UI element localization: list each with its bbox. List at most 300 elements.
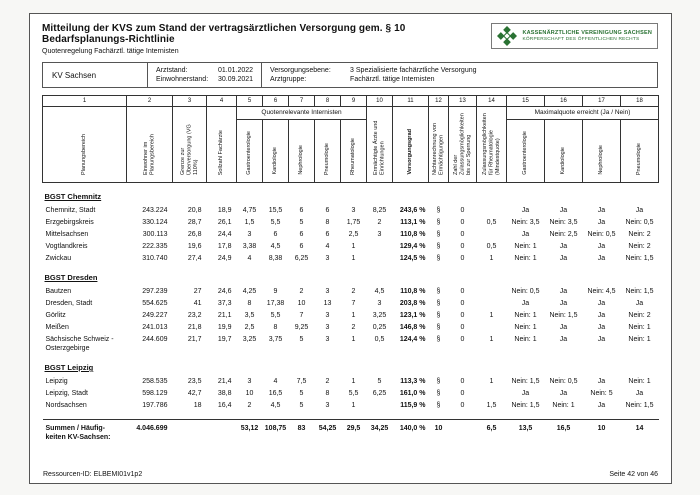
row-cell-col8: 6 [325, 207, 330, 214]
row-cell-col8: 8 [325, 219, 330, 226]
column-number: 12 [429, 96, 449, 107]
row-cell-col8: 2 [325, 378, 330, 385]
row-cell-col12: § [436, 300, 441, 307]
row-cell-col6: 6 [273, 231, 278, 238]
row-cell-col4: 19,9 [217, 324, 232, 331]
row-cell-col13: 0 [460, 324, 465, 331]
row-cell-col8: 3 [325, 402, 330, 409]
row-cell-col5: 3 [247, 378, 252, 385]
row-cell-col15: Ja [521, 300, 530, 307]
row-cell-col18: Nein: 1,5 [625, 402, 654, 409]
header-zulassungsmoeglichkeiten-label: Zahl der Zulassungsmöglichkeiten bis zur Sperrung [452, 113, 472, 175]
row-cell-col9: 2,5 [348, 231, 359, 238]
row-cell-col6: 15,5 [268, 207, 283, 214]
column-number: 5 [237, 96, 263, 107]
row-cell-col6: 4 [273, 378, 278, 385]
row-cell-col18: Ja [635, 390, 644, 397]
row-cell-col12: § [436, 243, 441, 250]
row-cell-col14: 1 [489, 312, 494, 319]
row-cell-col1: Erzgebirgskreis [45, 219, 94, 226]
sum-cell-col9: 29,5 [346, 424, 361, 432]
header-einwohner-label: Einwohner im Planungsbereich [143, 134, 156, 175]
row-cell-col11: 124,4 % [399, 336, 426, 343]
header-rheumatologie [341, 120, 367, 183]
row-cell-col3: 21,7 [187, 336, 202, 343]
group-row [43, 183, 659, 205]
row-cell-col3: 23,2 [187, 312, 202, 319]
row-cell-col7: 10 [297, 300, 306, 307]
row-cell-col10: 2 [377, 219, 382, 226]
row-cell-col8: 4 [325, 243, 330, 250]
page-subtitle: Quotenregelung Fachärztl. tätige Internisten [42, 48, 179, 55]
row-cell-col4: 38,8 [217, 390, 232, 397]
row-cell-col16: Ja [559, 324, 568, 331]
row-cell-col5: 4,75 [242, 207, 257, 214]
row-cell-col12: § [436, 255, 441, 262]
row-cell-col16: Ja [559, 390, 568, 397]
header-sollzahl-label: Sollzahl Fachärzte [218, 129, 225, 175]
row-cell-col5: 8 [247, 300, 252, 307]
row-cell-col17: Ja [597, 312, 606, 319]
group-row [43, 354, 659, 375]
row-cell-col13: 0 [460, 243, 465, 250]
row-cell-col1: Zwickau [45, 255, 72, 262]
row-cell-col16: Nein: 1,5 [549, 312, 578, 319]
column-number: 3 [173, 96, 207, 107]
row-cell-col15: Ja [521, 390, 530, 397]
row-cell-col9: 1,75 [346, 219, 361, 226]
row-cell-col17: Nein: 4,5 [587, 288, 616, 295]
arztgruppe-label: Arztgruppe: [270, 76, 307, 83]
column-number: 18 [621, 96, 659, 107]
row-cell-col8: 3 [325, 324, 330, 331]
row-cell-col8: 6 [325, 231, 330, 238]
row-cell-col1: Nordsachsen [45, 402, 87, 409]
sum-cell-col18: 14 [635, 424, 644, 432]
row-cell-col15: Nein: 3,5 [511, 219, 540, 226]
row-cell-col3: 18 [193, 402, 202, 409]
column-number: 10 [367, 96, 393, 107]
row-cell-col16: Ja [559, 300, 568, 307]
row-cell-col6: 3,75 [268, 336, 283, 343]
document-page [29, 13, 672, 484]
row-cell-col4: 26,1 [217, 219, 232, 226]
row-cell-col7: 7 [299, 312, 304, 319]
row-cell-col10: 8,25 [372, 207, 387, 214]
table-row [43, 204, 659, 216]
row-cell-col14: 1 [489, 336, 494, 343]
row-cell-col15: Nein: 0,5 [511, 288, 540, 295]
row-cell-col12: § [436, 312, 441, 319]
row-cell-col14 [477, 204, 507, 216]
row-cell-col12: § [436, 336, 441, 343]
row-cell-col14 [477, 387, 507, 399]
header-max-kardiologie-label: Kardiologie [560, 147, 567, 175]
row-cell-col11: 243,6 % [399, 207, 426, 214]
table-row [43, 297, 659, 309]
row-cell-col14 [477, 285, 507, 297]
header-planungsbereich-label: Planungsbereich [81, 134, 88, 175]
header-sollzahl [207, 107, 237, 183]
column-number: 8 [315, 96, 341, 107]
row-cell-col11: 146,8 % [399, 324, 426, 331]
row-cell-col9: 5,5 [348, 390, 359, 397]
arztgruppe-row [270, 75, 649, 84]
planning-table [42, 95, 659, 443]
header-pneumologie-label: Pneumologie [324, 142, 331, 175]
row-cell-col18: Nein: 1 [628, 324, 651, 331]
row-cell-col18: Nein: 0,5 [625, 219, 654, 226]
sum-cell-col1: Summen / Häufig-keiten KV-Sachsen: [45, 424, 111, 441]
row-cell-col5: 4 [247, 255, 252, 262]
row-cell-col14: 1 [489, 378, 494, 385]
row-cell-col18: Ja [635, 207, 644, 214]
row-cell-col17: Ja [597, 207, 606, 214]
row-cell-col3: 41 [193, 300, 202, 307]
ebene-cell [261, 63, 657, 87]
row-cell-col9: 1 [351, 312, 356, 319]
row-cell-col7: 7,5 [296, 378, 307, 385]
sum-cell-col16: 16,5 [556, 424, 571, 432]
header-ermaechtigte [367, 107, 393, 183]
row-cell-col12: § [436, 390, 441, 397]
row-cell-col17: Ja [597, 219, 606, 226]
table-row [43, 285, 659, 297]
header-nephrologie-label: Nephrologie [298, 145, 305, 175]
group-row [43, 264, 659, 285]
row-cell-col11: 124,5 % [399, 255, 426, 262]
row-cell-col17: Ja [597, 336, 606, 343]
header-max-pneumologie [621, 120, 659, 183]
column-number: 9 [341, 96, 367, 107]
row-cell-col5: 3,38 [242, 243, 257, 250]
sum-cell-col8: 54,25 [318, 424, 337, 432]
table-row [43, 252, 659, 264]
row-cell-col11: 123,1 % [399, 312, 426, 319]
document-header [42, 23, 659, 55]
row-cell-col7: 6,25 [294, 255, 309, 262]
header-rheumatologie-label: Rheumatologie [350, 138, 357, 175]
row-cell-col8: 8 [325, 390, 330, 397]
row-cell-col12: § [436, 288, 441, 295]
row-cell-col12: § [436, 402, 441, 409]
row-cell-col5: 3 [247, 231, 252, 238]
group-label: BGST Dresden [44, 273, 98, 282]
row-cell-col2: 310.740 [142, 255, 168, 262]
row-cell-col9: 2 [351, 324, 356, 331]
title-block [42, 23, 491, 55]
row-cell-col15: Ja [521, 207, 530, 214]
row-cell-col7: 5 [299, 390, 304, 397]
row-cell-col17: Ja [597, 300, 606, 307]
row-cell-col4: 21,1 [217, 312, 232, 319]
row-cell-col4: 19,7 [217, 336, 232, 343]
row-cell-col13: 0 [460, 312, 465, 319]
row-cell-col11: 110,8 % [400, 231, 426, 238]
row-cell-col13: 0 [460, 336, 465, 343]
resource-id: Ressourcen-ID: ELBEMI01v1p2 [43, 471, 143, 478]
row-cell-col2: 297.239 [142, 288, 168, 295]
table-row [43, 399, 659, 411]
row-cell-col14 [477, 321, 507, 333]
row-cell-col9: 1 [351, 255, 356, 262]
sum-cell-col13 [449, 419, 477, 443]
table-row [43, 387, 659, 399]
row-cell-col13: 0 [460, 231, 465, 238]
row-cell-col18: Ja [635, 300, 644, 307]
sum-cell-col14: 6,5 [486, 424, 497, 432]
row-cell-col6: 16,5 [268, 390, 283, 397]
row-cell-col9: 1 [351, 378, 356, 385]
page-number: Seite 42 von 46 [609, 471, 658, 478]
row-cell-col6: 9 [273, 288, 278, 295]
row-cell-col5: 2,5 [244, 324, 255, 331]
kvs-logo-line2: KÖRPERSCHAFT DES ÖFFENTLICHEN RECHTS [522, 37, 640, 42]
header-grenze-ueberversorgung [173, 107, 207, 183]
column-number: 16 [545, 96, 583, 107]
header-zulassungsmoeglichkeiten [449, 107, 477, 183]
column-number: 14 [477, 96, 507, 107]
row-cell-col15: Ja [521, 231, 530, 238]
row-cell-col10: 3 [377, 231, 382, 238]
row-cell-col3: 28,7 [187, 219, 202, 226]
column-number: 1 [43, 96, 127, 107]
row-cell-col1: Leipzig, Stadt [45, 390, 88, 397]
row-cell-col16: Nein: 0,5 [549, 378, 578, 385]
row-cell-col16: Nein: 2,5 [549, 231, 578, 238]
row-cell-col10: 4,5 [374, 288, 385, 295]
info-box [42, 62, 658, 88]
header-max-nephrologie-label: Nephrologie [598, 145, 605, 175]
sum-cell-col6: 108,75 [264, 424, 287, 432]
column-number: 7 [289, 96, 315, 107]
row-cell-col16: Nein: 3,5 [549, 219, 578, 226]
row-cell-col9: 1 [351, 336, 356, 343]
column-number: 15 [507, 96, 545, 107]
row-cell-col11: 161,0 % [399, 390, 426, 397]
sum-cell-col12: 10 [434, 424, 443, 432]
row-cell-col16: Ja [559, 336, 568, 343]
header-grenze-label: Grenze zur Überversorgung (VG 110%) [179, 124, 199, 175]
row-cell-col1: Meißen [45, 324, 69, 331]
arztgruppe-value: Fachärztl. tätige Internisten [350, 76, 435, 83]
row-cell-col8: 13 [323, 300, 332, 307]
header-versorgungsgrad-label: Versorgungsgrad [407, 129, 414, 175]
row-cell-col8: 3 [325, 255, 330, 262]
table-row [43, 240, 659, 252]
row-cell-col4: 24,6 [217, 288, 232, 295]
row-cell-col6: 8,38 [268, 255, 283, 262]
row-cell-col4: 18,9 [217, 207, 232, 214]
table-row [43, 309, 659, 321]
kvs-diamond-icon [497, 26, 517, 46]
row-cell-col1: Leipzig [45, 378, 68, 385]
row-cell-col7: 6 [299, 207, 304, 214]
row-cell-col18: Nein: 2 [628, 231, 651, 238]
row-cell-col17: Nein: 0,5 [587, 231, 616, 238]
header-rheuma-mindestquote [477, 107, 507, 183]
row-cell-col9: 7 [351, 300, 356, 307]
header-gastroenterologie-label: Gastroenterologie [246, 131, 253, 175]
row-cell-col16: Ja [559, 243, 568, 250]
row-cell-col4: 16,4 [217, 402, 232, 409]
row-cell-col2: 243.224 [142, 207, 168, 214]
row-cell-col1: Bautzen [45, 288, 72, 295]
group-label: BGST Chemnitz [44, 192, 102, 201]
sum-cell-col15: 13,5 [518, 424, 533, 432]
stand-cell [147, 63, 261, 87]
row-cell-col9: 1 [351, 243, 356, 250]
row-cell-col13: 0 [460, 207, 465, 214]
row-cell-col15: Nein: 1 [514, 243, 537, 250]
header-max-gastroenterologie-label: Gastroenterologie [522, 131, 529, 175]
sum-divider [43, 411, 659, 419]
row-cell-col7: 6 [299, 231, 304, 238]
row-cell-col9: 1 [351, 402, 356, 409]
header-versorgungsgrad [393, 107, 429, 183]
row-cell-col3: 20,8 [187, 207, 202, 214]
page-title: Mitteilung der KVS zum Stand der vertragsärztlichen Versorgung gem. § 10 Bedarfsplanungs-Richtlinie [42, 23, 406, 45]
row-cell-col4: 24,9 [217, 255, 232, 262]
row-cell-col10: 3 [377, 300, 382, 307]
row-cell-col18: Nein: 1 [628, 378, 651, 385]
sum-cell-col5: 53,12 [240, 424, 259, 432]
kvs-logo [491, 23, 658, 49]
column-number: 17 [583, 96, 621, 107]
row-cell-col14 [477, 228, 507, 240]
row-cell-col6: 4,5 [270, 402, 281, 409]
row-cell-col5: 3,25 [242, 336, 257, 343]
header-pneumologie [315, 120, 341, 183]
row-cell-col10: 6,25 [372, 390, 387, 397]
row-cell-col10 [367, 399, 393, 411]
row-cell-col3: 21,8 [187, 324, 202, 331]
header-planungsbereich [43, 107, 127, 183]
row-cell-col12: § [436, 378, 441, 385]
row-cell-col15: Nein: 1 [514, 312, 537, 319]
sum-cell-col3 [173, 419, 207, 443]
row-cell-col2: 330.124 [142, 219, 168, 226]
row-cell-col15: Nein: 1 [514, 255, 537, 262]
kvs-logo-line1: KASSENÄRZTLICHE VEREINIGUNG SACHSEN [522, 30, 652, 36]
row-cell-col10: 0,25 [372, 324, 387, 331]
row-cell-col11: 110,8 % [400, 288, 426, 295]
row-cell-col8: 3 [325, 336, 330, 343]
einwohnerstand-value: 30.09.2021 [218, 76, 254, 83]
table-row [43, 333, 659, 354]
header-main-row [43, 107, 659, 120]
header-ermaechtigte-label: Ermächtigte Ärzte und Einrichtungen [373, 120, 386, 175]
row-cell-col1: Sächsische Schweiz - Osterzgebirge [45, 336, 114, 352]
table-row [43, 216, 659, 228]
row-cell-col15: Nein: 1,5 [511, 378, 540, 385]
header-nichtanrechnung [429, 107, 449, 183]
row-cell-col16: Ja [559, 288, 568, 295]
row-cell-col2: 300.113 [142, 231, 168, 238]
row-cell-col3: 27 [193, 288, 202, 295]
row-cell-col4: 17,8 [217, 243, 232, 250]
row-cell-col2: 197.786 [142, 402, 168, 409]
row-cell-col2: 241.013 [142, 324, 168, 331]
row-cell-col14 [477, 297, 507, 309]
column-number-row [43, 96, 659, 107]
versorgungsebene-value: 3 Spezialisierte fachärztliche Versorgung [350, 67, 477, 74]
row-cell-col2: 258.535 [142, 378, 168, 385]
row-cell-col18: Nein: 1,5 [625, 288, 654, 295]
sum-cell-col2: 4.046.699 [136, 424, 168, 432]
row-cell-col5: 3,5 [244, 312, 255, 319]
row-cell-col2: 598.129 [142, 390, 168, 397]
row-cell-col2: 222.335 [142, 243, 168, 250]
row-cell-col13: 0 [460, 255, 465, 262]
row-cell-col3: 27,4 [187, 255, 202, 262]
einwohnerstand-row [156, 75, 253, 84]
sum-row [43, 419, 659, 443]
column-number: 6 [263, 96, 289, 107]
header-max-kardiologie [545, 120, 583, 183]
header-kardiologie [263, 120, 289, 183]
versorgungsebene-label: Versorgungsebene: [270, 67, 331, 74]
group-label: BGST Leipzig [44, 363, 94, 372]
row-cell-col6: 5,5 [270, 312, 281, 319]
row-cell-col12: § [436, 324, 441, 331]
row-cell-col14: 1 [489, 255, 494, 262]
row-cell-col3: 19,6 [187, 243, 202, 250]
row-cell-col13: 0 [460, 390, 465, 397]
row-cell-col10 [367, 240, 393, 252]
sum-cell-col4 [207, 419, 237, 443]
sum-cell-col11: 140,0 % [399, 424, 426, 432]
row-cell-col17: Ja [597, 243, 606, 250]
row-cell-col3: 23,5 [187, 378, 202, 385]
header-nephrologie [289, 120, 315, 183]
table-row [43, 375, 659, 387]
row-cell-col11: 113,1 % [400, 219, 426, 226]
row-cell-col1: Mittelsachsen [45, 231, 89, 238]
row-cell-col7: 2 [299, 288, 304, 295]
column-number: 2 [127, 96, 173, 107]
row-cell-col13: 0 [460, 378, 465, 385]
header-kardiologie-label: Kardiologie [272, 147, 279, 175]
row-cell-col1: Görlitz [45, 312, 66, 319]
row-cell-col10: 5 [377, 378, 382, 385]
row-cell-col16: Ja [559, 207, 568, 214]
row-cell-col11: 113,3 % [400, 378, 426, 385]
row-cell-col17: Ja [597, 402, 606, 409]
arztstand-row [156, 66, 253, 75]
row-cell-col6: 8 [273, 324, 278, 331]
row-cell-col2: 554.625 [142, 300, 168, 307]
sum-cell-col17: 10 [597, 424, 606, 432]
page-footer [43, 471, 658, 478]
row-cell-col2: 244.609 [142, 336, 168, 343]
header-max-pneumologie-label: Pneumologie [636, 142, 643, 175]
column-number: 4 [207, 96, 237, 107]
row-cell-col5: 10 [245, 390, 254, 397]
row-cell-col7: 9,25 [294, 324, 309, 331]
row-cell-col13: 0 [460, 288, 465, 295]
arztstand-value: 01.01.2022 [218, 67, 254, 74]
row-cell-col1: Dresden, Stadt [45, 300, 93, 307]
row-cell-col12: § [436, 231, 441, 238]
table-row [43, 228, 659, 240]
row-cell-col12: § [436, 219, 441, 226]
row-cell-col7: 5 [299, 402, 304, 409]
row-cell-col11: 129,4 % [399, 243, 426, 250]
row-cell-col10 [367, 252, 393, 264]
sum-divider-line [43, 411, 659, 419]
sum-cell-col7: 83 [297, 424, 306, 432]
